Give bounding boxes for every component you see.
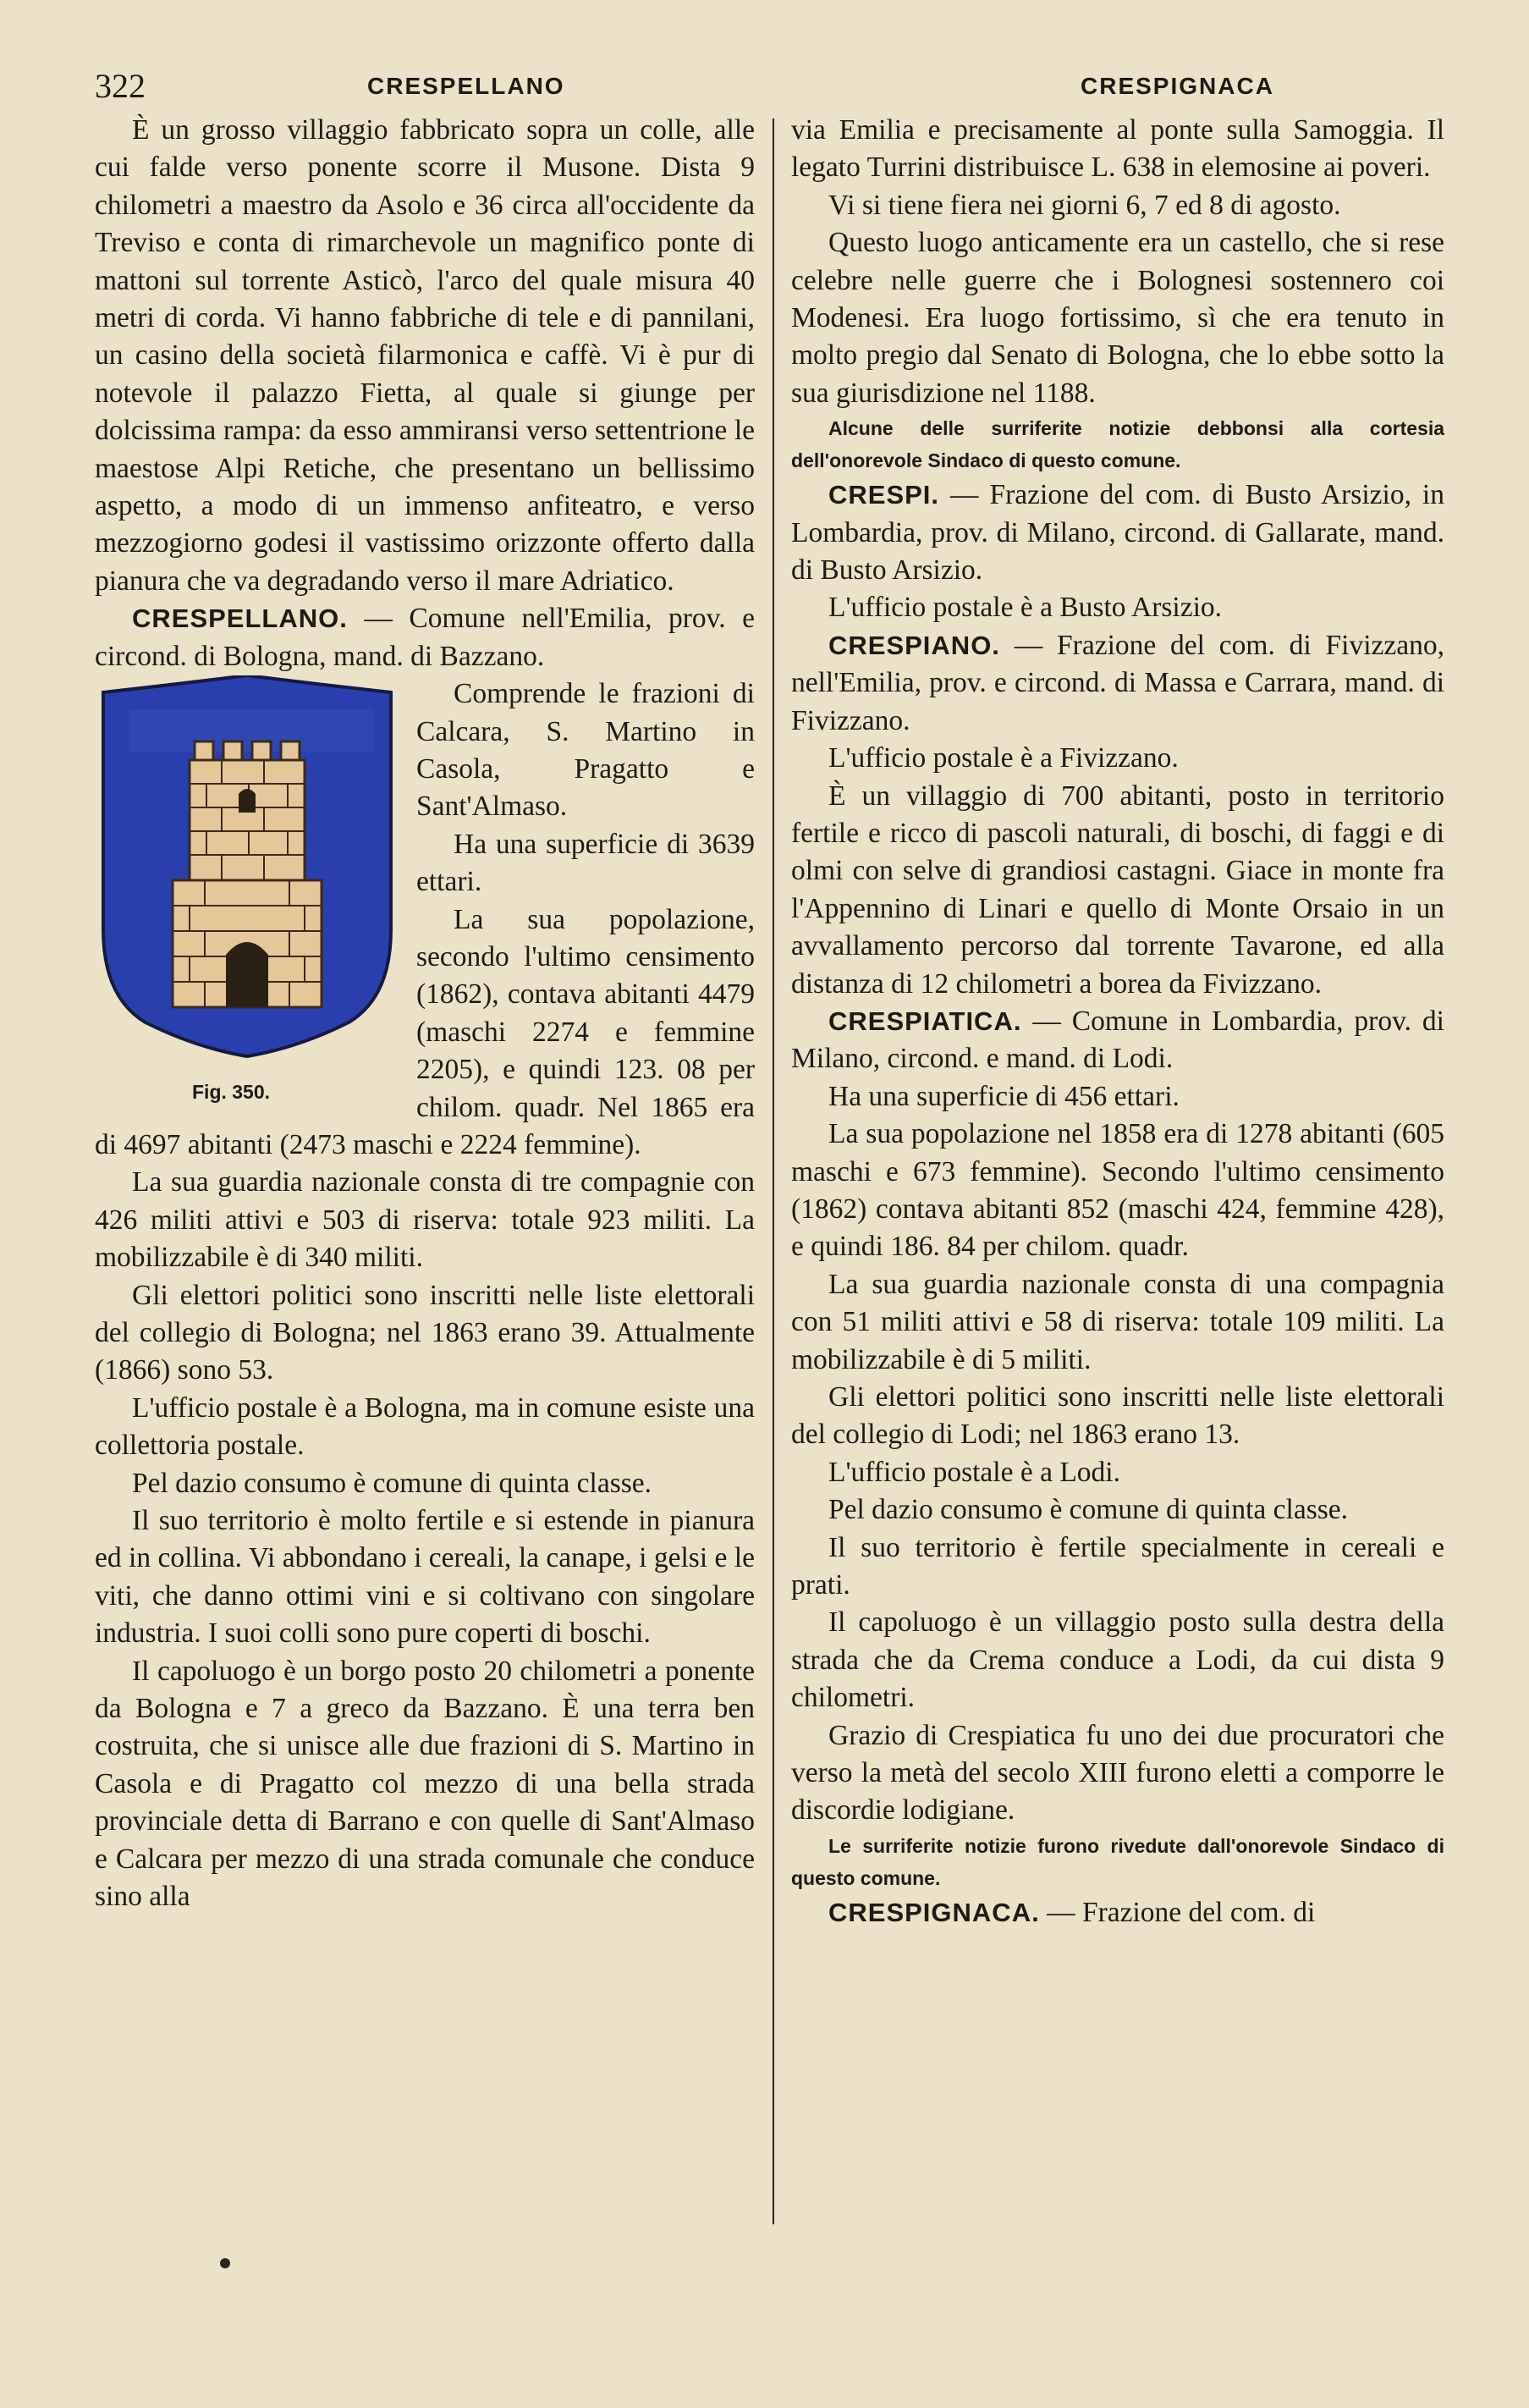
paragraph: La sua popolazione, secondo l'ultimo censimento (1862), contava abitanti 4479 (maschi 2274 e femmine 2205), e quindi 123. 08 per chilom. quadr. Nel 1865 era di 4697 abitanti (2473 maschi e 2224 femmine).	[95, 903, 755, 1160]
paragraph: Pel dazio consumo è comune di quinta classe.	[828, 1494, 1349, 1526]
paragraph: L'ufficio postale è a Bologna, ma in comune esiste una collettoria postale.	[95, 1391, 755, 1462]
paragraph: L'ufficio postale è a Lodi.	[828, 1456, 1120, 1488]
paragraph: Il suo territorio è molto fertile e si estende in pianura ed in collina. Vi abbondano i cereali, la canape, i gelsi e le viti, che danno ottimi vini e si coltivano con singolare industria. I suoi colli sono pure coperti di boschi.	[95, 1505, 755, 1650]
paragraph: Il suo territorio è fertile specialmente in cereali e prati.	[791, 1531, 1444, 1601]
page-header	[95, 66, 1449, 110]
footnote: Le surriferite notizie furono rivedute dall'onorevole Sindaco di questo comune.	[791, 1834, 1444, 1889]
paragraph: Il capoluogo è un villaggio posto sulla destra della strada che da Crema conduce a Lodi, da cui dista 9 chilometri.	[791, 1606, 1444, 1714]
paragraph: Grazio di Crespiatica fu uno dei due procuratori che verso la metà del secolo XIII furono eletti a comporre le discordie lodigiane.	[791, 1719, 1444, 1827]
paragraph: Il capoluogo è un borgo posto 20 chilometri a ponente da Bologna e 7 a greco da Bazzano. È una terra ben costruita, che si unisce alle due frazioni di S. Martino in Casola e di Pragatto col mezzo di una bella strada provinciale detta di Barrano e con quelle di Sant'Almaso e Calcara per mezzo di una strada comunale che conduce sino alla	[95, 1655, 755, 1913]
entry-headword: CRESPI.	[828, 480, 940, 510]
entry-text: — Frazione del com. di Fivizzano, nell'Emilia, prov. e circond. di Massa e Carrara, mand. di Fivizzano.	[791, 629, 1444, 736]
entry-crespignaca	[791, 1894, 1444, 1931]
paragraph: Pel dazio consumo è comune di quinta classe.	[132, 1467, 652, 1499]
left-column	[95, 112, 755, 1916]
entry-text: — Comune nell'Emilia, prov. e circond. di Bologna, mand. di Bazzano.	[95, 603, 755, 672]
paragraph: La sua popolazione nel 1858 era di 1278 abitanti (605 maschi e 673 femmine). Secondo l'ultimo censimento (1862) contava abitanti 852 (maschi 424, femmine 428), e quindi 186. 84 per chilom. quadr.	[791, 1118, 1444, 1263]
footnote: Alcune delle surriferite notizie debbonsi alla cortesia dell'onorevole Sindaco di questo comune.	[791, 417, 1444, 472]
entry-headword: CRESPIATICA.	[828, 1006, 1022, 1036]
paragraph: La sua guardia nazionale consta di tre compagnie con 426 militi attivi e 503 di riserva: totale 923 militi. La mobilizzabile è di 340 militi.	[95, 1166, 755, 1274]
coat-of-arms-icon	[95, 675, 399, 1065]
figure-caption: Fig. 350.	[192, 1081, 271, 1104]
left-running-head: CRESPELLANO	[367, 73, 565, 99]
entry-crespiano	[791, 627, 1444, 740]
entry-text: — Frazione del com. di	[1039, 1896, 1316, 1928]
page-number: 322	[95, 67, 146, 105]
paragraph: Comprende le frazioni di Calcara, S. Martino in Casola, Pragatto e Sant'Almaso.	[416, 678, 755, 823]
paragraph: via Emilia e precisamente al ponte sulla Samoggia. Il legato Turrini distribuisce L. 638 in elemosine ai poveri.	[791, 114, 1444, 184]
right-running-head: CRESPIGNACA	[1081, 73, 1274, 99]
paragraph: È un villaggio di 700 abitanti, posto in territorio fertile e ricco di pascoli naturali, di boschi, di faggi e di olmi con selve di grandiosi castagni. Giace in monte fra l'Appennino di Linari e quello di Monte Orsaio in un avvallamento percorso dal torrente Tavarone, ed alla distanza di 12 chilometri a borea da Fivizzano.	[791, 780, 1444, 1000]
column-divider	[773, 118, 774, 2224]
coat-of-arms-figure	[95, 675, 408, 1104]
entry-text: — Frazione del com. di Busto Arsizio, in Lombardia, prov. di Milano, circond. di Gallarate, mand. di Busto Arsizio.	[791, 479, 1444, 587]
paragraph: Questo luogo anticamente era un castello, che si rese celebre nelle guerre che i Bolognesi sostennero coi Modenesi. Era luogo fortissimo, sì che era tenuto in molto pregio dal Senato di Bologna, che lo ebbe sotto la sua giurisdizione nel 1188.	[791, 227, 1444, 409]
entry-crespiatica	[791, 1003, 1444, 1078]
paragraph: Ha una superficie di 3639 ettari.	[416, 828, 755, 898]
entry-headword: CRESPIGNACA.	[828, 1897, 1040, 1927]
entry-crespi	[791, 477, 1444, 589]
entry-headword: CRESPIANO.	[828, 630, 1000, 660]
paragraph: L'ufficio postale è a Busto Arsizio.	[828, 592, 1223, 624]
entry-text: — Comune in Lombardia, prov. di Milano, circond. e mand. di Lodi.	[791, 1005, 1444, 1075]
paragraph: È un grosso villaggio fabbricato sopra un colle, alle cui falde verso ponente scorre il Musone. Dista 9 chilometri a maestro da Asolo e 36 circa all'occidente da Treviso e conta di rimarchevole un magnifico ponte di mattoni sul torrente Asticò, l'arco del quale misura 40 metri di corda. Vi hanno fabbriche di tele e di pannilani, un casino della società filarmonica e caffè. Vi è pur di notevole il palazzo Fietta, al quale si giunge per dolcissima rampa: da esso ammiransi verso settentrione le maestose Alpi Retiche, che presentano un bellissimo aspetto, a modo di un immenso anfiteatro, e verso mezzogiorno godesi il vastissimo orizzonte offerto dalla pianura che va degradando verso il mare Adriatico.	[95, 114, 755, 597]
right-column	[791, 112, 1444, 1931]
paragraph: Gli elettori politici sono inscritti nelle liste elettorali del collegio di Bologna; nel 1863 erano 39. Attualmente (1866) sono 53.	[95, 1279, 755, 1386]
paragraph: Gli elettori politici sono inscritti nelle liste elettorali del collegio di Lodi; nel 1863 erano 13.	[791, 1381, 1444, 1451]
paragraph: Vi si tiene fiera nei giorni 6, 7 ed 8 di agosto.	[828, 189, 1341, 221]
entry-crespellano	[95, 600, 755, 675]
paragraph: La sua guardia nazionale consta di una compagnia con 51 militi attivi e 58 di riserva: totale 109 militi. La mobilizzabile è di 5 militi.	[791, 1268, 1444, 1375]
ink-spot	[220, 2258, 230, 2268]
paragraph: L'ufficio postale è a Fivizzano.	[828, 742, 1179, 774]
entry-headword: CRESPELLANO.	[132, 603, 348, 634]
paragraph: Ha una superficie di 456 ettari.	[828, 1080, 1180, 1112]
